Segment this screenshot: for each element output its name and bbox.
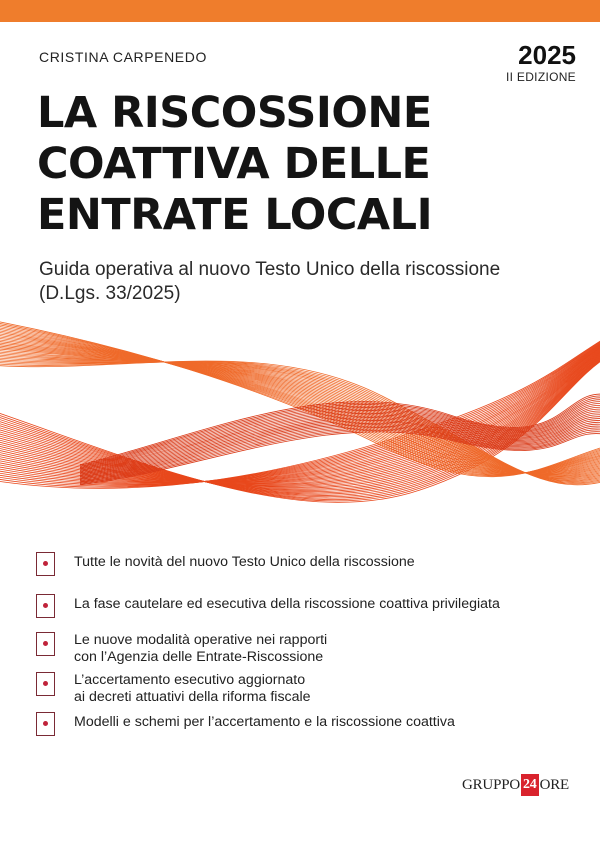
- feature-1-line-1: Tutte le novità del nuovo Testo Unico della riscossione: [74, 554, 415, 570]
- bullet-box-icon: [36, 672, 55, 696]
- subtitle-line-2: (D.Lgs. 33/2025): [39, 283, 181, 304]
- feature-4-line-1: L’accertamento esecutivo aggiornato: [74, 672, 306, 688]
- bullet-box-icon: [36, 552, 55, 576]
- edition-year: 2025: [518, 40, 576, 70]
- feature-5-line-1: Modelli e schemi per l’accertamento e la riscossione coattiva: [74, 714, 455, 730]
- publisher-logo-left: GRUPPO: [462, 776, 520, 793]
- feature-item-4: [36, 672, 311, 706]
- top-color-bar: [0, 0, 600, 22]
- subtitle-line-1: Guida operativa al nuovo Testo Unico della riscossione: [39, 259, 501, 280]
- publisher-logo-number: 24: [521, 774, 539, 796]
- book-title: [37, 88, 432, 241]
- bullet-box-icon: [36, 594, 55, 618]
- feature-4-line-2: ai decreti attuativi della riforma fiscale: [74, 689, 311, 705]
- feature-3-line-1: Le nuove modalità operative nei rapporti: [74, 632, 328, 648]
- feature-item-3: [36, 632, 327, 666]
- title-line-2: COATTIVA DELLE: [37, 139, 431, 189]
- title-line-3: ENTRATE LOCALI: [37, 190, 433, 240]
- feature-item-2: [36, 594, 500, 618]
- book-subtitle: [39, 258, 500, 306]
- author-name: CRISTINA CARPENEDO: [39, 49, 207, 65]
- feature-3-line-2: con l’Agenzia delle Entrate-Riscossione: [74, 649, 324, 665]
- feature-item-1: [36, 552, 415, 576]
- feature-2-line-1: La fase cautelare ed esecutiva della riscossione coattiva privilegiata: [74, 596, 500, 612]
- publisher-logo-right: ORE: [539, 776, 570, 793]
- bullet-box-icon: [36, 712, 55, 736]
- edition-label: II EDIZIONE: [506, 70, 576, 84]
- title-line-1: LA RISCOSSIONE: [37, 88, 432, 138]
- publisher-logo: [462, 774, 569, 796]
- decorative-ribbon-illustration: [0, 315, 600, 555]
- bullet-box-icon: [36, 632, 55, 656]
- feature-item-5: [36, 712, 455, 736]
